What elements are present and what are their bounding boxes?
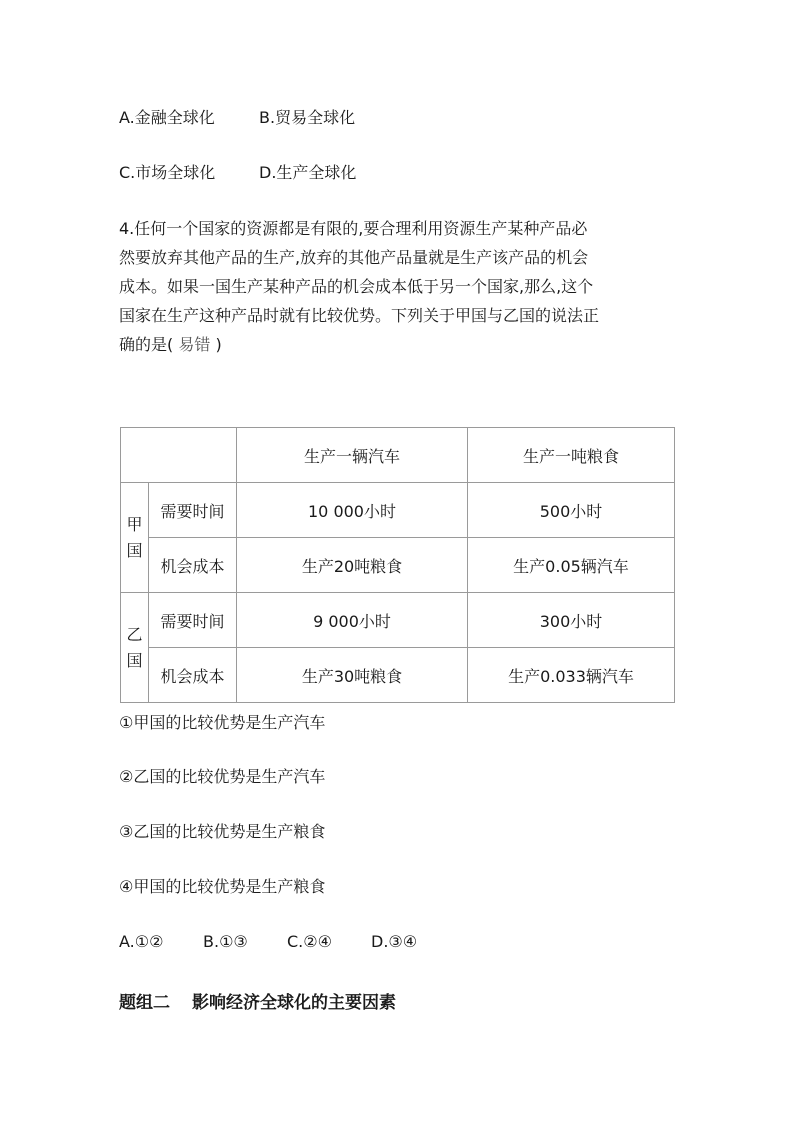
table-header-empty <box>121 428 237 483</box>
table-header-row <box>121 428 675 483</box>
option-b: B.贸易全球化 <box>259 108 356 127</box>
answer-b: B.①③ <box>203 932 248 951</box>
statement-3: ③乙国的比较优势是生产粮食 <box>119 822 326 841</box>
question-line-2: 然要放弃其他产品的生产,放弃的其他产品量就是生产该产品的机会 <box>119 248 589 267</box>
comparison-table <box>120 427 675 703</box>
section-title: 影响经济全球化的主要因素 <box>192 993 396 1013</box>
cell-car: 生产20吨粮食 <box>237 538 468 593</box>
question-line-3: 成本。如果一国生产某种产品的机会成本低于另一个国家,那么,这个 <box>119 277 594 296</box>
option-c: C.市场全球化 <box>119 163 216 182</box>
prev-options-row-1 <box>119 108 355 128</box>
cell-grain: 生产0.033辆汽车 <box>468 648 675 703</box>
prev-options-row-2 <box>119 163 356 183</box>
question-line-4: 国家在生产这种产品时就有比较优势。下列关于甲国与乙国的说法正 <box>119 306 600 325</box>
cell-car: 9 000小时 <box>237 593 468 648</box>
statement-4: ④甲国的比较优势是生产粮食 <box>119 877 326 896</box>
answer-c: C.②④ <box>287 932 332 951</box>
cell-car: 10 000小时 <box>237 483 468 538</box>
question-last-line: 确的是( <box>119 335 174 354</box>
answer-a: A.①② <box>119 932 164 951</box>
answer-d: D.③④ <box>371 932 418 951</box>
country-yi-char-2: 国 <box>126 650 143 670</box>
answer-options-row <box>119 932 417 952</box>
table-row <box>121 538 675 593</box>
cell-grain: 生产0.05辆汽车 <box>468 538 675 593</box>
question-close-paren: ) <box>215 335 222 354</box>
table-header-car: 生产一辆汽车 <box>237 428 468 483</box>
table-row <box>121 648 675 703</box>
table-row <box>121 593 675 648</box>
question-4 <box>119 214 679 359</box>
table-row <box>121 483 675 538</box>
option-a: A.金融全球化 <box>119 108 215 127</box>
row-label: 机会成本 <box>149 648 237 703</box>
section-label: 题组二 <box>119 993 170 1013</box>
option-d: D.生产全球化 <box>259 163 357 182</box>
cell-car: 生产30吨粮食 <box>237 648 468 703</box>
section-heading <box>119 988 396 1013</box>
country-jia <box>121 483 149 593</box>
row-label: 需要时间 <box>149 593 237 648</box>
table-header-grain: 生产一吨粮食 <box>468 428 675 483</box>
row-label: 需要时间 <box>149 483 237 538</box>
question-line-1: 4.任何一个国家的资源都是有限的,要合理利用资源生产某种产品必 <box>119 219 588 238</box>
country-yi <box>121 593 149 703</box>
statement-1: ①甲国的比较优势是生产汽车 <box>119 713 326 732</box>
statement-2: ②乙国的比较优势是生产汽车 <box>119 767 326 786</box>
cell-grain: 500小时 <box>468 483 675 538</box>
row-label: 机会成本 <box>149 538 237 593</box>
cell-grain: 300小时 <box>468 593 675 648</box>
error-prone-tag: 易错 <box>178 335 211 354</box>
country-jia-char-2: 国 <box>126 540 143 560</box>
country-jia-char-1: 甲 <box>126 514 143 534</box>
country-yi-char-1: 乙 <box>126 624 143 644</box>
question-line-5 <box>119 330 679 359</box>
